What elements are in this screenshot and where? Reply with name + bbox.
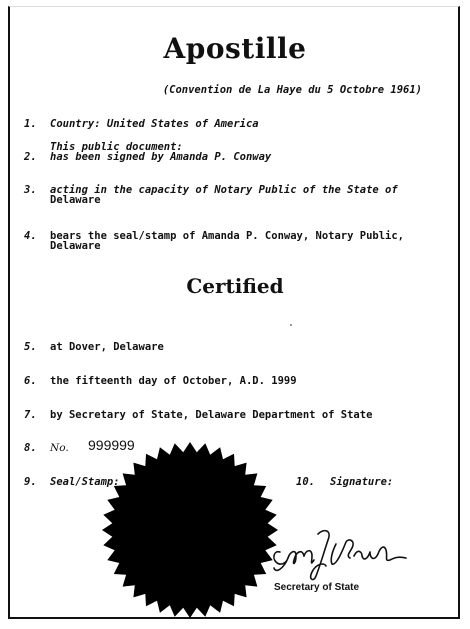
item-number: 6.: [24, 375, 37, 387]
item-number: 1.: [24, 118, 37, 130]
item-text: acting in the capacity of Notary Public of the State of: [50, 184, 398, 196]
item-text: bears the seal/stamp of Amanda P. Conway, Notary Public,: [50, 230, 405, 242]
signature-title: Secretary of State: [274, 582, 360, 593]
seal-starburst: [102, 442, 278, 618]
item-number: 8.: [24, 442, 37, 454]
item-text: Country: United States of America: [50, 118, 259, 130]
item-text: the fifteenth day of October, A.D. 1999: [50, 375, 297, 387]
item-number: 3.: [24, 184, 37, 196]
item-text: by Secretary of State, Delaware Department of State: [50, 409, 373, 421]
handwritten-signature: [266, 522, 416, 584]
item-text-continued: Delaware: [50, 194, 101, 206]
speck: [290, 324, 292, 326]
item-text-continued: Delaware: [50, 240, 101, 252]
number-label: No.: [50, 442, 69, 454]
item-number: 4.: [24, 230, 37, 242]
certified-heading: Certified: [186, 274, 284, 298]
official-seal: [100, 440, 280, 620]
item-lead-text: This public document:: [50, 141, 183, 153]
item-number: 7.: [24, 409, 37, 421]
item-number: 2.: [24, 151, 37, 163]
item-number: 9.: [24, 476, 37, 488]
convention-subtitle: (Convention de La Haye du 5 Octobre 1961): [162, 84, 422, 96]
item-text: has been signed by Amanda P. Conway: [50, 151, 272, 163]
item-text: at Dover, Delaware: [50, 341, 164, 353]
document-title: Apostille: [163, 32, 307, 65]
seal-stamp-label: Seal/Stamp:: [50, 476, 120, 488]
item-number: 5.: [24, 341, 37, 353]
item-number: 10.: [296, 476, 315, 488]
certificate-number: 999999: [88, 437, 135, 453]
signature-label: Signature:: [330, 476, 394, 488]
